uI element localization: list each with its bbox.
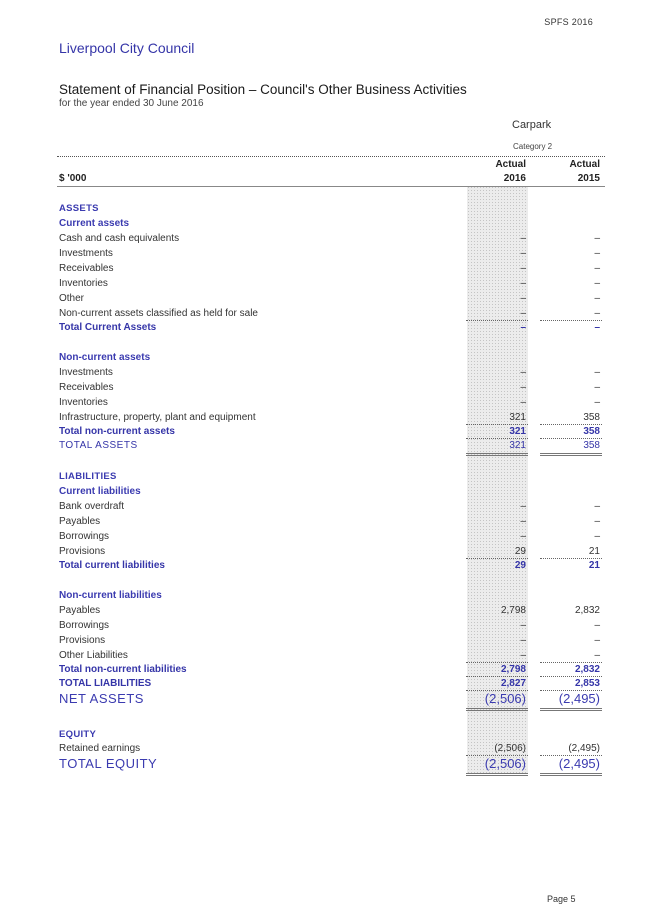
table-row-total [0, 662, 653, 677]
value-2015: – [594, 531, 600, 542]
row-label: Current liabilities [59, 486, 141, 497]
value-2015: – [594, 397, 600, 408]
unit-label: $ '000 [59, 173, 87, 184]
table-row [0, 727, 653, 742]
value-2015: – [594, 278, 600, 289]
value-2016: 321 [509, 426, 526, 437]
value-2016: (2,506) [484, 691, 526, 706]
value-2015: – [594, 322, 600, 333]
table-row [0, 231, 653, 246]
row-label: Non-current assets classified as held for sale [59, 308, 258, 319]
row-label: Total current liabilities [59, 560, 165, 571]
value-2015: – [594, 233, 600, 244]
page-number: Page 5 [547, 894, 576, 904]
table-row [0, 246, 653, 261]
row-label: EQUITY [59, 729, 97, 740]
table-row [0, 261, 653, 276]
activity-name: Carpark [512, 119, 552, 131]
value-2016: – [520, 233, 526, 244]
value-2015: – [594, 263, 600, 274]
total-double-rule [466, 708, 528, 711]
value-2015: – [594, 293, 600, 304]
table-row [0, 201, 653, 216]
council-name: Liverpool City Council [59, 40, 195, 56]
table-row-total [0, 676, 653, 691]
row-label: Total Current Assets [59, 322, 157, 333]
value-2016: – [520, 278, 526, 289]
row-label: Total non-current liabilities [59, 664, 187, 675]
value-2015: – [594, 620, 600, 631]
total-double-rule [540, 453, 602, 456]
row-label: Current assets [59, 218, 130, 229]
row-label: Cash and cash equivalents [59, 233, 180, 244]
col-2015-header-top: Actual [569, 159, 600, 170]
value-2015: – [594, 367, 600, 378]
table-row [0, 410, 653, 425]
value-2015: 358 [583, 440, 600, 451]
table-row-total [0, 320, 653, 335]
col-2016-header-year: 2016 [503, 173, 526, 184]
value-2016: – [520, 322, 526, 333]
col-2016-header-top: Actual [495, 159, 526, 170]
table-row [0, 380, 653, 395]
row-label: Retained earnings [59, 743, 141, 754]
value-2015: 21 [588, 546, 600, 557]
value-2016: – [520, 263, 526, 274]
value-2015: (2,495) [558, 691, 600, 706]
row-label: Receivables [59, 263, 114, 274]
col-2015-header-year: 2015 [577, 173, 600, 184]
table-row [0, 216, 653, 231]
value-2016: – [520, 308, 526, 319]
table-row-total [0, 424, 653, 439]
row-label: TOTAL LIABILITIES [59, 678, 152, 689]
row-label: Other Liabilities [59, 650, 128, 661]
row-label: Payables [59, 605, 101, 616]
table-row [0, 291, 653, 306]
table-row-total [0, 558, 653, 573]
value-2016: 29 [514, 560, 526, 571]
table-row [0, 306, 653, 321]
page-code: SPFS 2016 [544, 17, 593, 27]
value-2016: 2,798 [500, 605, 526, 616]
table-row [0, 514, 653, 529]
statement-title: Statement of Financial Position – Council's Other Business Activities [59, 82, 467, 97]
row-label: LIABILITIES [59, 471, 117, 482]
value-2016: (2,506) [494, 743, 526, 754]
value-2015: (2,495) [558, 756, 600, 771]
row-label: Investments [59, 367, 113, 378]
value-2015: 358 [583, 426, 600, 437]
value-2015: – [594, 308, 600, 319]
row-label: Non-current assets [59, 352, 151, 363]
table-row [0, 469, 653, 484]
total-double-rule [466, 773, 528, 776]
value-2015: – [594, 516, 600, 527]
row-label: Borrowings [59, 620, 110, 631]
value-2015: 2,832 [574, 605, 600, 616]
table-row [0, 529, 653, 544]
value-2016: – [520, 397, 526, 408]
value-2015: – [594, 248, 600, 259]
value-2016: – [520, 635, 526, 646]
row-label: Receivables [59, 382, 114, 393]
table-row [0, 633, 653, 648]
total-double-rule [466, 453, 528, 456]
value-2016: – [520, 620, 526, 631]
row-label: Provisions [59, 546, 106, 557]
table-row [0, 276, 653, 291]
row-label: Inventories [59, 278, 108, 289]
table-row [0, 588, 653, 603]
row-label: ASSETS [59, 203, 99, 214]
row-label: Total non-current assets [59, 426, 175, 437]
value-2015: 2,832 [574, 664, 600, 675]
table-row [0, 350, 653, 365]
row-label: Investments [59, 248, 113, 259]
value-2016: – [520, 650, 526, 661]
row-label: Bank overdraft [59, 501, 125, 512]
table-row [0, 544, 653, 559]
statement-subtitle: for the year ended 30 June 2016 [59, 98, 204, 109]
value-2016: – [520, 501, 526, 512]
table-row [0, 484, 653, 499]
row-label: Infrastructure, property, plant and equipment [59, 412, 256, 423]
row-label: Inventories [59, 397, 108, 408]
row-label: Borrowings [59, 531, 110, 542]
table-row [0, 603, 653, 618]
table-row [0, 741, 653, 756]
value-2015: – [594, 501, 600, 512]
value-2016: – [520, 531, 526, 542]
table-row [0, 365, 653, 380]
value-2015: (2,495) [568, 743, 600, 754]
row-label: NET ASSETS [59, 691, 144, 706]
value-2016: 29 [514, 546, 526, 557]
header-rule-bottom [57, 186, 605, 187]
value-2016: 2,827 [500, 678, 526, 689]
total-double-rule [540, 773, 602, 776]
value-2015: 21 [588, 560, 600, 571]
row-label: Provisions [59, 635, 106, 646]
value-2016: (2,506) [484, 756, 526, 771]
value-2015: – [594, 382, 600, 393]
value-2016: – [520, 382, 526, 393]
row-label: Payables [59, 516, 101, 527]
table-row-net-assets [0, 691, 653, 706]
table-row [0, 618, 653, 633]
value-2016: 321 [509, 412, 526, 423]
value-2016: – [520, 293, 526, 304]
activity-category: Category 2 [513, 142, 553, 151]
table-row-total-equity [0, 756, 653, 771]
table-row [0, 395, 653, 410]
table-row-grand-total [0, 438, 653, 453]
header-rule-top [57, 156, 605, 157]
value-2016: – [520, 367, 526, 378]
value-2015: 2,853 [574, 678, 600, 689]
value-2016: 321 [509, 440, 526, 451]
total-double-rule [540, 708, 602, 711]
value-2015: – [594, 650, 600, 661]
value-2015: – [594, 635, 600, 646]
table-row [0, 499, 653, 514]
row-label: Other [59, 293, 85, 304]
value-2016: – [520, 248, 526, 259]
value-2016: – [520, 516, 526, 527]
value-2015: 358 [583, 412, 600, 423]
row-label: Non-current liabilities [59, 590, 162, 601]
row-label: TOTAL ASSETS [59, 440, 138, 451]
row-label: TOTAL EQUITY [59, 756, 158, 771]
table-row [0, 648, 653, 663]
value-2016: 2,798 [500, 664, 526, 675]
